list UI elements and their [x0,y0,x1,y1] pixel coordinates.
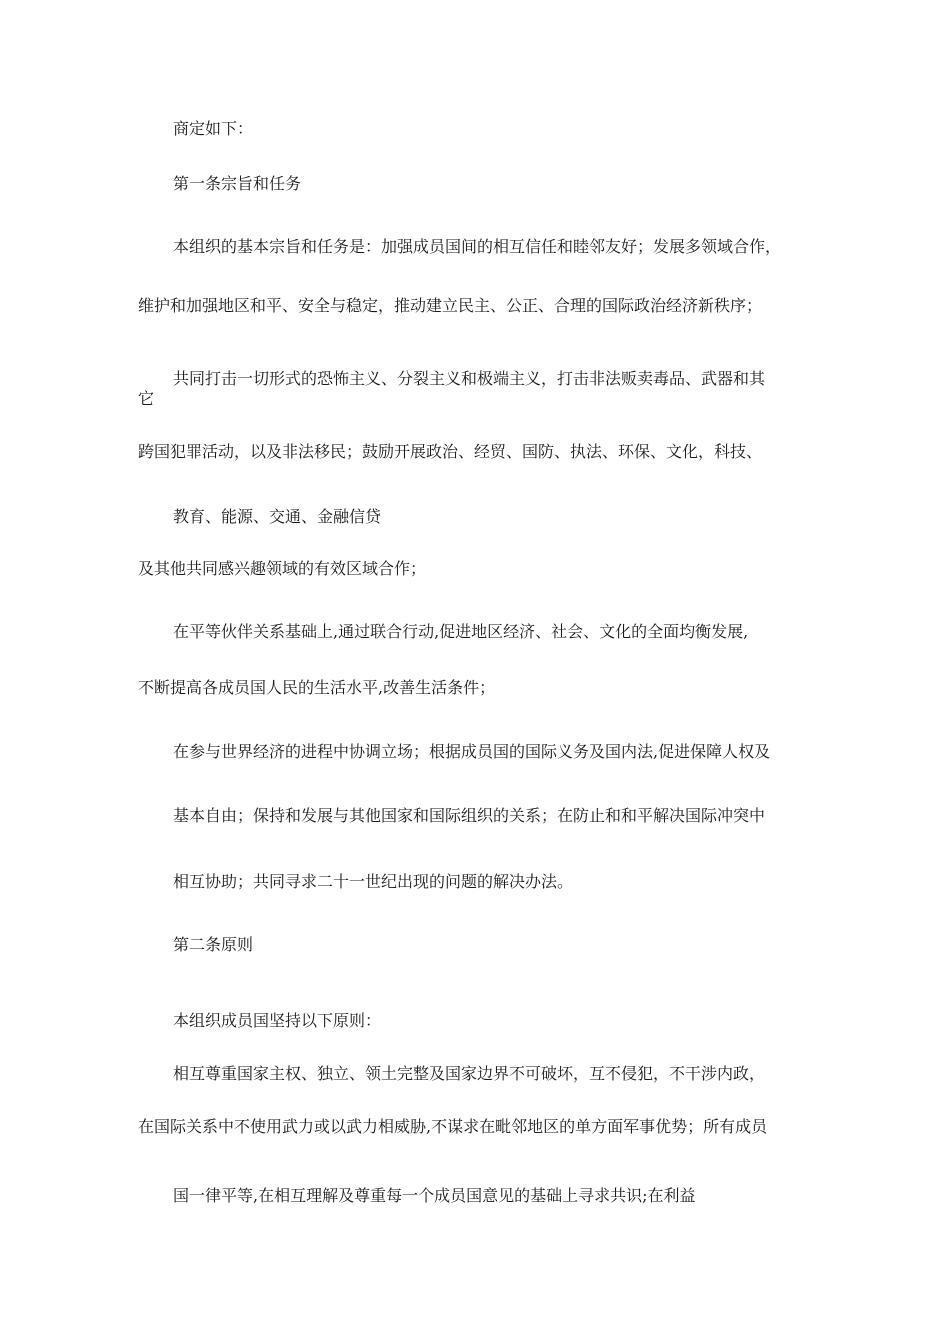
text-line: 跨国犯罪活动，以及非法移民；鼓励开展政治、经贸、国防、执法、环保、文化，科技、 [138,442,763,461]
text-line: 它 [138,389,155,408]
section-heading: 第一条宗旨和任务 [173,174,302,193]
text-line: 不断提高各成员国人民的生活水平,改善生活条件； [138,678,496,697]
text-line: 及其他共同感兴趣领域的有效区域合作； [138,559,427,578]
section-heading: 第二条原则 [173,935,254,954]
text-line: 在国际关系中不使用武力或以武力相威胁,不谋求在毗邻地区的单方面军事优势；所有成员 [138,1117,768,1136]
text-line: 本组织成员国坚持以下原则： [173,1011,382,1030]
text-line: 在参与世界经济的进程中协调立场；根据成员国的国际义务及国内法,促进保障人权及 [173,742,771,761]
text-line: 相互协助；共同寻求二十一世纪出现的问题的解决办法。 [173,872,574,891]
text-line: 在平等伙伴关系基础上,通过联合行动,促进地区经济、社会、文化的全面均衡发展, [173,622,749,641]
text-line: 共同打击一切形式的恐怖主义、分裂主义和极端主义，打击非法贩卖毒品、武器和其 [173,369,766,388]
text-line: 商定如下： [173,119,254,138]
text-line: 国一律平等,在相互理解及尊重每一个成员国意见的基础上寻求共识;在利益 [173,1186,696,1205]
text-line: 维护和加强地区和平、安全与稳定，推动建立民主、公正、合理的国际政治经济新秩序； [138,296,763,315]
text-line: 教育、能源、交通、金融信贷 [173,507,382,526]
text-line: 相互尊重国家主权、独立、领土完整及国家边界不可破坏，互不侵犯，不干涉内政， [173,1064,766,1083]
text-line: 本组织的基本宗旨和任务是：加强成员国间的相互信任和睦邻友好；发展多领域合作， [173,237,782,256]
text-line: 基本自由；保持和发展与其他国家和国际组织的关系；在防止和和平解决国际冲突中 [173,806,766,825]
